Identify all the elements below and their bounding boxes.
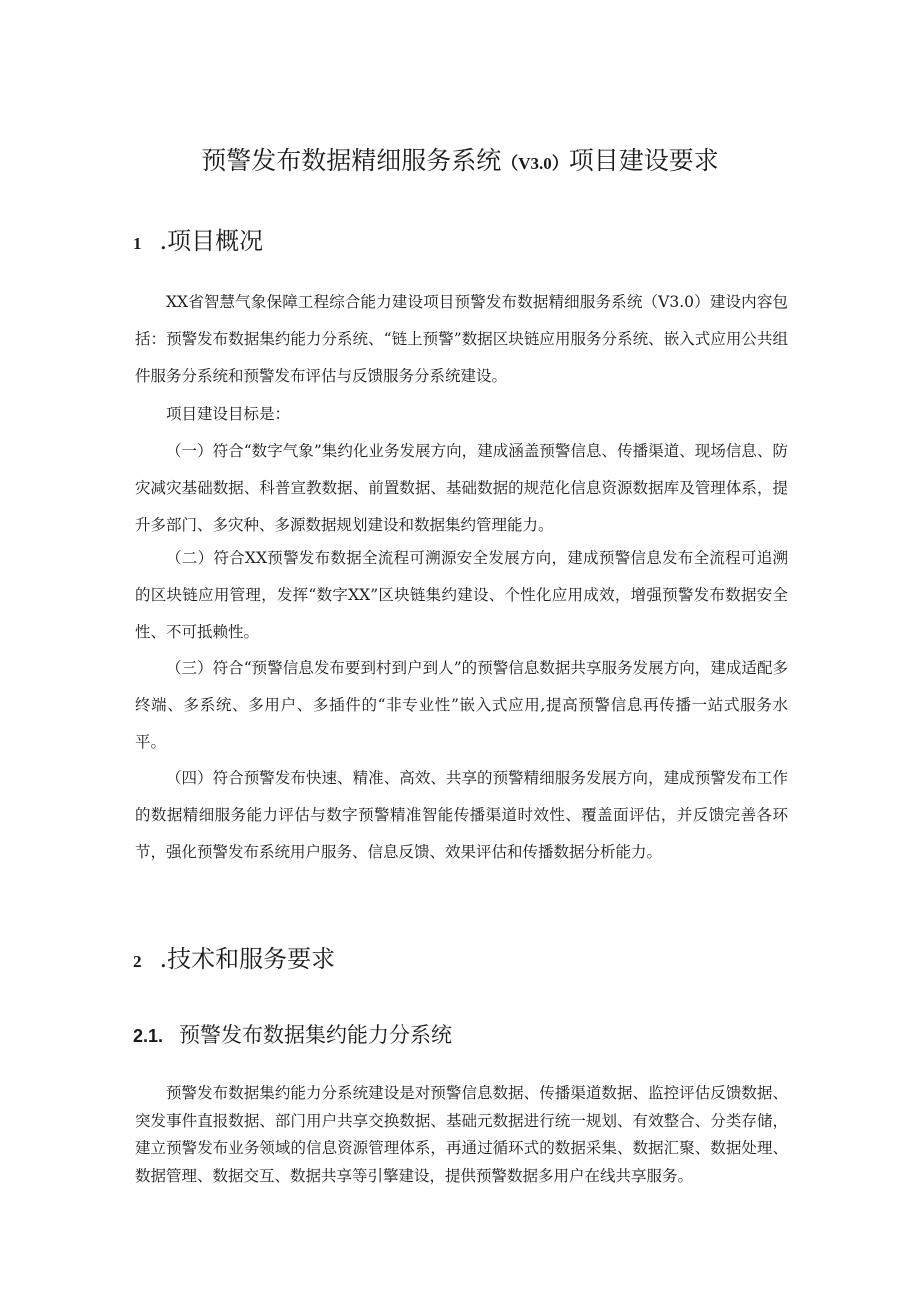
section-number: 2 [133, 952, 142, 971]
subsection-heading-2-1 [133, 1020, 452, 1051]
goal-3-paragraph: （三）符合“预警信息发布要到村到户到人”的预警信息数据共享服务发展方向，建成适配多终端、多系统、多用户、多插件的“非专业性”嵌入式应用,提高预警信息再传播一站式服务水平。 [135, 659, 788, 751]
overview-paragraph: XX省智慧气象保障工程综合能力建设项目预警发布数据精细服务系统（V3.0）建设内容包括：预警发布数据集约能力分系统、“链上预警”数据区块链应用服务分系统、嵌入式应用公共组件服务分系统和预警发布评估与反馈服务分系统建设。 [135, 293, 788, 385]
section-heading-2 [133, 942, 335, 979]
title-suffix: 项目建设要求 [568, 146, 719, 175]
subsection-title: 预警发布数据集约能力分系统 [179, 1023, 453, 1047]
goals-intro: 项目建设目标是： [166, 405, 291, 423]
title-main: 预警发布数据精细服务系统 [201, 146, 502, 175]
document-title [0, 143, 920, 182]
section-heading-1 [133, 224, 263, 261]
goal-4-paragraph: （四）符合预警发布快速、精准、高效、共享的预警精细服务发展方向，建成预警发布工作的数据精细服务能力评估与数字预警精准智能传播渠道时效性、覆盖面评估，并反馈完善各环节，强化预警发布系统用户服务、信息反馈、效果评估和传播数据分析能力。 [135, 769, 788, 861]
title-version: （V3.0） [501, 154, 569, 173]
section-title: .技术和服务要求 [159, 945, 336, 973]
goal-2-paragraph: （二）符合XX预警发布数据全流程可溯源安全发展方向，建成预警信息发布全流程可追溯的区块链应用管理，发挥“数字XX”区块链集约建设、个性化应用成效，增强预警发布数据安全性、不可抵赖性。 [135, 549, 788, 641]
subsystem-description: 预警发布数据集约能力分系统建设是对预警信息数据、传播渠道数据、监控评估反馈数据、突发事件直报数据、部门用户共享交换数据、基础元数据进行统一规划、有效整合、分类存储，建立预警发布业务领域的信息资源管理体系，再通过循环式的数据采集、数据汇聚、数据处理、数据管理、数据交互、数据共享等引擎建设，提供预警数据多用户在线共享服务。 [135, 1084, 788, 1185]
goal-1-paragraph: （一）符合“数字气象”集约化业务发展方向，建成涵盖预警信息、传播渠道、现场信息、防灾减灾基础数据、科普宣教数据、前置数据、基础数据的规范化信息资源数据库及管理体系，提升多部门、多灾种、多源数据规划建设和数据集约管理能力。 [135, 442, 788, 534]
section-number: 1 [133, 234, 142, 253]
subsection-number: 2.1. [133, 1026, 164, 1046]
section-title: .项目概况 [159, 227, 264, 255]
